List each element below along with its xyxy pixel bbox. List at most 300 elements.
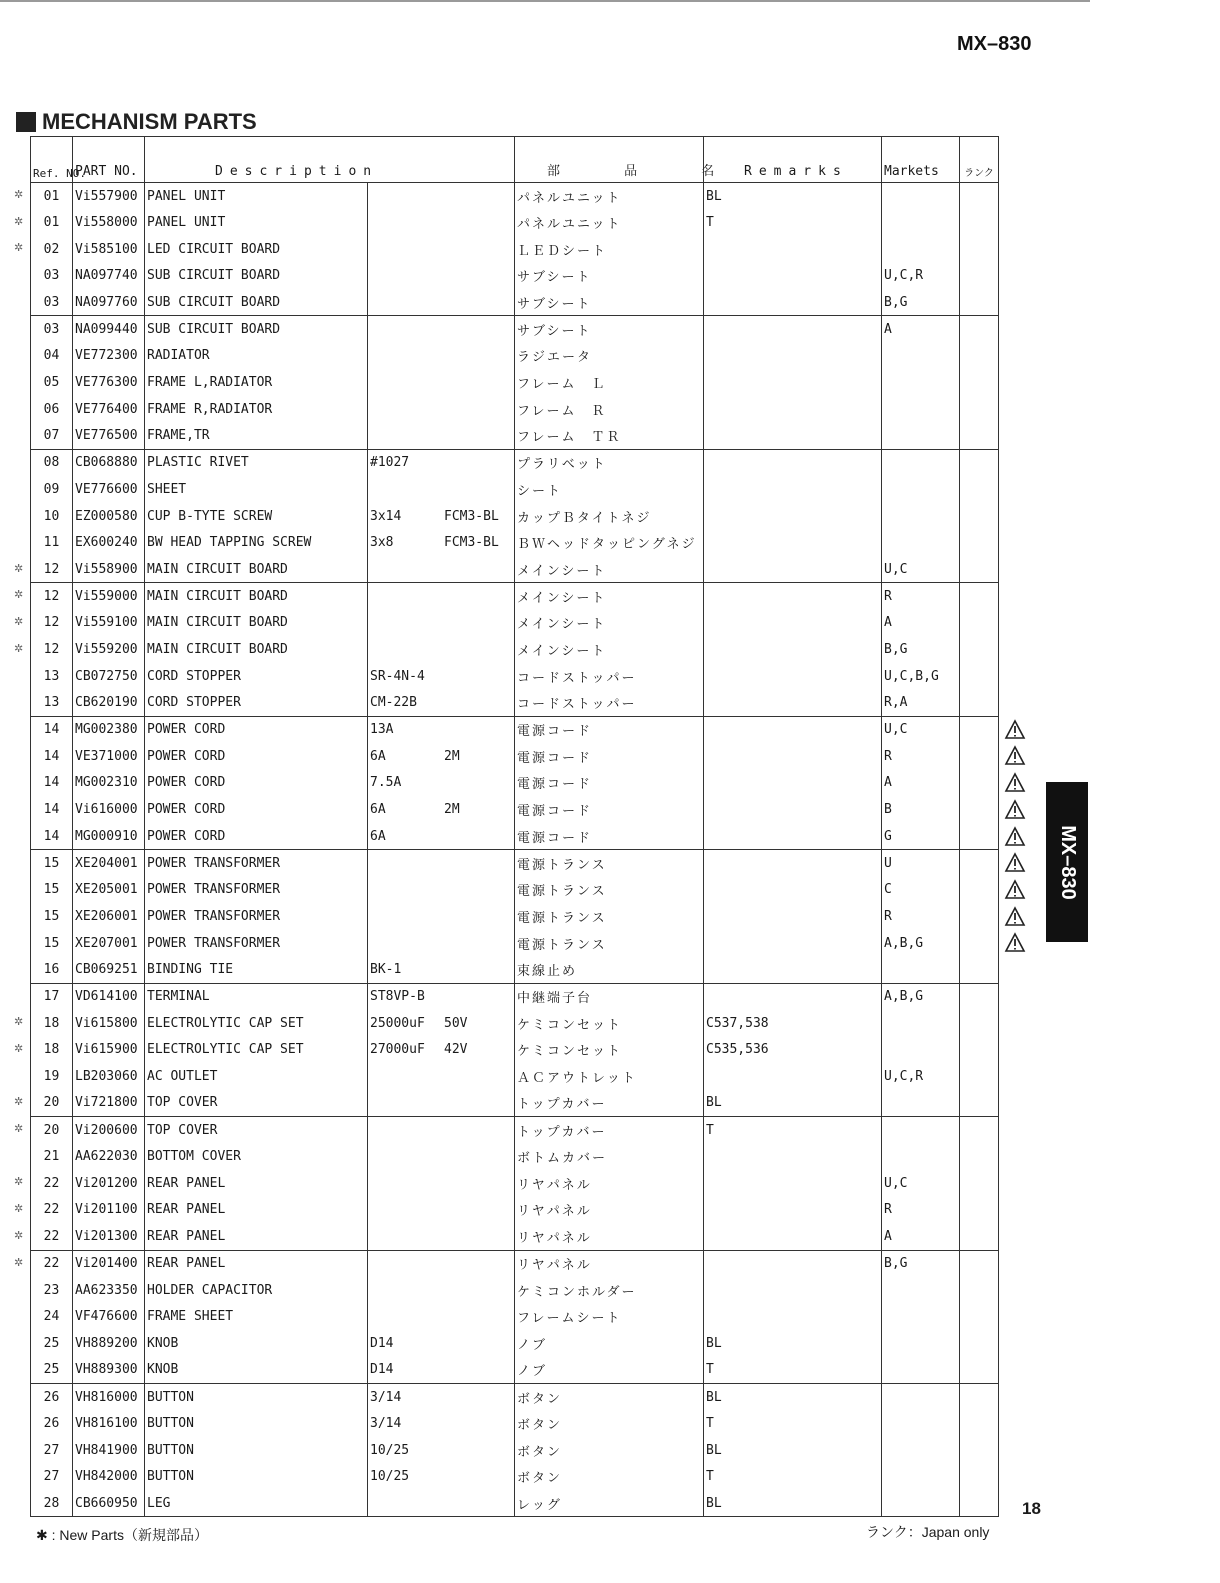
spec-value: #1027: [370, 455, 410, 471]
spec-cell: [368, 1464, 515, 1491]
spec-cell: [368, 503, 515, 530]
table-row: [31, 1303, 999, 1330]
table-row: [31, 716, 999, 743]
rank-cell: [960, 343, 999, 370]
table-row: [31, 690, 999, 717]
description-cell: KNOB: [145, 1330, 368, 1357]
remarks-cell: [704, 1063, 882, 1090]
rank-cell: [960, 1090, 999, 1117]
remarks-cell: [704, 343, 882, 370]
rank-cell: [960, 369, 999, 396]
part-no-cell: MG002380: [73, 716, 145, 743]
jp-name-cell: 電源コード: [515, 770, 704, 797]
table-row: [31, 343, 999, 370]
col-remarks: Remarks: [704, 137, 882, 183]
ref-cell: 20: [31, 1090, 73, 1117]
remarks-cell: C535,536: [704, 1037, 882, 1064]
part-no-cell: NA097740: [73, 263, 145, 290]
description-cell: BW HEAD TAPPING SCREW: [145, 529, 368, 556]
remarks-cell: [704, 983, 882, 1010]
jp-name-cell: メインシート: [515, 583, 704, 610]
jp-name-cell: リヤパネル: [515, 1197, 704, 1224]
remarks-cell: [704, 823, 882, 850]
spec-cell: [368, 1197, 515, 1224]
jp-name-cell: ＬＥＤシート: [515, 236, 704, 263]
rank-cell: [960, 956, 999, 983]
jp-name-cell: レッグ: [515, 1490, 704, 1517]
jp-name-cell: 電源コード: [515, 796, 704, 823]
description-cell: REAR PANEL: [145, 1223, 368, 1250]
part-no-cell: Vi557900: [73, 183, 145, 210]
col-markets: Markets: [882, 137, 960, 183]
rank-cell: [960, 1117, 999, 1144]
part-no-cell: VH816100: [73, 1410, 145, 1437]
description-cell: POWER TRANSFORMER: [145, 850, 368, 877]
remarks-cell: [704, 476, 882, 503]
spec-cell: [368, 1277, 515, 1304]
description-cell: BINDING TIE: [145, 956, 368, 983]
table-row: [31, 903, 999, 930]
description-cell: KNOB: [145, 1357, 368, 1384]
new-part-star-icon: ✲: [14, 1174, 24, 1188]
description-cell: MAIN CIRCUIT BOARD: [145, 610, 368, 637]
new-part-star-icon: ✲: [14, 1094, 24, 1108]
part-no-cell: XE205001: [73, 876, 145, 903]
col-description: Description: [145, 137, 515, 183]
table-row: [31, 1117, 999, 1144]
jp-name-cell: サブシート: [515, 316, 704, 343]
part-no-cell: NA099440: [73, 316, 145, 343]
rank-cell: [960, 1277, 999, 1304]
spec-cell: [368, 1410, 515, 1437]
rank-cell: [960, 1490, 999, 1517]
spec-value: 7.5A: [370, 775, 402, 791]
new-part-star-icon: ✲: [14, 1228, 24, 1242]
table-row: [31, 1223, 999, 1250]
spec-cell: [368, 396, 515, 423]
rank-cell: [960, 743, 999, 770]
remarks-cell: [704, 903, 882, 930]
description-cell: POWER CORD: [145, 743, 368, 770]
jp-name-cell: トップカバー: [515, 1117, 704, 1144]
spec-value: 3x14: [370, 508, 402, 524]
remarks-cell: [704, 876, 882, 903]
spec-cell: [368, 529, 515, 556]
markets-cell: U,C,B,G: [882, 663, 960, 690]
ref-cell: 03: [31, 316, 73, 343]
jp-name-cell: フレーム Ｒ: [515, 396, 704, 423]
new-part-star-icon: ✲: [14, 1201, 24, 1215]
ref-cell: 08: [31, 449, 73, 476]
rank-cell: [960, 476, 999, 503]
top-rule: [0, 0, 1090, 2]
markets-cell: B,G: [882, 1250, 960, 1277]
table-row: [31, 1063, 999, 1090]
table-row: [31, 743, 999, 770]
section-title: [16, 109, 257, 135]
description-cell: SUB CIRCUIT BOARD: [145, 263, 368, 290]
spec-cell: [368, 876, 515, 903]
ref-cell: 28: [31, 1490, 73, 1517]
markets-cell: [882, 1464, 960, 1491]
spec-value: 13A: [370, 722, 394, 738]
remarks-cell: [704, 796, 882, 823]
remarks-cell: [704, 236, 882, 263]
remarks-cell: T: [704, 1357, 882, 1384]
table-row: [31, 316, 999, 343]
markets-cell: R: [882, 903, 960, 930]
spec-cell: [368, 343, 515, 370]
jp-name-cell: 電源コード: [515, 743, 704, 770]
part-no-cell: VD614100: [73, 983, 145, 1010]
markets-cell: [882, 183, 960, 210]
table-row: [31, 930, 999, 957]
spec-value: 3/14: [370, 1389, 402, 1405]
new-part-star-icon: ✲: [14, 614, 24, 628]
ref-cell: 25: [31, 1330, 73, 1357]
jp-name-cell: メインシート: [515, 636, 704, 663]
markets-cell: [882, 1357, 960, 1384]
spec-cell: [368, 1010, 515, 1037]
ref-cell: 18: [31, 1037, 73, 1064]
table-row: [31, 1410, 999, 1437]
part-no-cell: VH889300: [73, 1357, 145, 1384]
description-cell: REAR PANEL: [145, 1197, 368, 1224]
description-cell: BUTTON: [145, 1437, 368, 1464]
markets-cell: [882, 476, 960, 503]
table-row: [31, 850, 999, 877]
markets-cell: [882, 1117, 960, 1144]
ref-cell: 15: [31, 930, 73, 957]
jp-name-cell: 束線止め: [515, 956, 704, 983]
part-no-cell: XE207001: [73, 930, 145, 957]
spec-value: 25000uF: [370, 1015, 425, 1031]
part-no-cell: CB068880: [73, 449, 145, 476]
rank-cell: [960, 263, 999, 290]
rank-cell: [960, 236, 999, 263]
description-cell: ELECTROLYTIC CAP SET: [145, 1037, 368, 1064]
jp-name-cell: 電源トランス: [515, 903, 704, 930]
jp-name-cell: ラジエータ: [515, 343, 704, 370]
jp-name-cell: フレーム ＴＲ: [515, 423, 704, 450]
table-row: [31, 476, 999, 503]
rank-cell: [960, 316, 999, 343]
markets-cell: [882, 1330, 960, 1357]
safety-warning-icon: [1005, 827, 1025, 847]
remarks-cell: [704, 1223, 882, 1250]
rank-cell: [960, 930, 999, 957]
part-no-cell: EX600240: [73, 529, 145, 556]
part-no-cell: Vi201400: [73, 1250, 145, 1277]
remarks-cell: BL: [704, 1090, 882, 1117]
markets-cell: U,C,R: [882, 1063, 960, 1090]
description-cell: CORD STOPPER: [145, 690, 368, 717]
markets-cell: C: [882, 876, 960, 903]
markets-cell: A: [882, 1223, 960, 1250]
spec-cell: [368, 423, 515, 450]
spec-cell: [368, 610, 515, 637]
markets-cell: [882, 1277, 960, 1304]
description-cell: SUB CIRCUIT BOARD: [145, 316, 368, 343]
rank-cell: [960, 876, 999, 903]
part-no-cell: AA622030: [73, 1143, 145, 1170]
table-row: [31, 529, 999, 556]
spec-extra: 42V: [444, 1042, 468, 1058]
ref-cell: 22: [31, 1197, 73, 1224]
ref-cell: 24: [31, 1303, 73, 1330]
markets-cell: G: [882, 823, 960, 850]
description-cell: POWER TRANSFORMER: [145, 876, 368, 903]
remarks-cell: [704, 503, 882, 530]
remarks-cell: [704, 1197, 882, 1224]
jp-name-cell: コードストッパー: [515, 690, 704, 717]
markets-cell: A: [882, 610, 960, 637]
spec-cell: [368, 476, 515, 503]
part-no-cell: Vi201200: [73, 1170, 145, 1197]
description-cell: LEG: [145, 1490, 368, 1517]
ref-cell: 06: [31, 396, 73, 423]
rank-cell: [960, 823, 999, 850]
jp-name-cell: ＢＷヘッドタッピングネジ: [515, 529, 704, 556]
rank-legend: ランク：Japan only: [866, 1524, 990, 1540]
ref-cell: 11: [31, 529, 73, 556]
ref-cell: 14: [31, 796, 73, 823]
rank-cell: [960, 1170, 999, 1197]
jp-name-cell: トップカバー: [515, 1090, 704, 1117]
table-row: [31, 1090, 999, 1117]
ref-cell: 12: [31, 636, 73, 663]
part-no-cell: Vi585100: [73, 236, 145, 263]
new-parts-legend: ✱ : New Parts（新規部品）: [36, 1527, 208, 1543]
ref-cell: 03: [31, 289, 73, 316]
spec-value: D14: [370, 1362, 394, 1378]
ref-cell: 02: [31, 236, 73, 263]
jp-name-cell: サブシート: [515, 263, 704, 290]
spec-cell: [368, 316, 515, 343]
ref-cell: 18: [31, 1010, 73, 1037]
markets-cell: [882, 529, 960, 556]
markets-cell: A,B,G: [882, 930, 960, 957]
rank-cell: [960, 903, 999, 930]
spec-value: 10/25: [370, 1442, 410, 1458]
jp-name-cell: リヤパネル: [515, 1223, 704, 1250]
part-no-cell: CB660950: [73, 1490, 145, 1517]
ref-cell: 26: [31, 1410, 73, 1437]
safety-warning-icon: [1005, 907, 1025, 927]
remarks-cell: [704, 316, 882, 343]
table-row: [31, 263, 999, 290]
part-no-cell: Vi559000: [73, 583, 145, 610]
remarks-cell: [704, 690, 882, 717]
description-cell: PANEL UNIT: [145, 183, 368, 210]
markets-cell: R: [882, 583, 960, 610]
spec-cell: [368, 903, 515, 930]
jp-name-cell: 電源トランス: [515, 930, 704, 957]
description-cell: RADIATOR: [145, 343, 368, 370]
description-cell: POWER TRANSFORMER: [145, 930, 368, 957]
markets-cell: [882, 1143, 960, 1170]
remarks-cell: [704, 956, 882, 983]
spec-extra: 2M: [444, 802, 460, 818]
spec-cell: [368, 1117, 515, 1144]
ref-cell: 22: [31, 1170, 73, 1197]
description-cell: CORD STOPPER: [145, 663, 368, 690]
part-no-cell: VE776500: [73, 423, 145, 450]
part-no-cell: VE776300: [73, 369, 145, 396]
part-no-cell: EZ000580: [73, 503, 145, 530]
jp-name-cell: ボタン: [515, 1383, 704, 1410]
table-row: [31, 1170, 999, 1197]
ref-cell: 26: [31, 1383, 73, 1410]
jp-name-cell: ケミコンセット: [515, 1037, 704, 1064]
table-row: [31, 1250, 999, 1277]
new-part-star-icon: ✲: [14, 1014, 24, 1028]
markets-cell: [882, 369, 960, 396]
spec-cell: [368, 716, 515, 743]
rank-cell: [960, 1143, 999, 1170]
rank-cell: [960, 983, 999, 1010]
rank-cell: [960, 1410, 999, 1437]
ref-cell: 13: [31, 663, 73, 690]
remarks-cell: T: [704, 1410, 882, 1437]
description-cell: REAR PANEL: [145, 1170, 368, 1197]
safety-warning-icon: [1005, 800, 1025, 820]
spec-cell: [368, 930, 515, 957]
part-no-cell: CB620190: [73, 690, 145, 717]
rank-cell: [960, 796, 999, 823]
remarks-cell: [704, 1143, 882, 1170]
table-row: [31, 1437, 999, 1464]
jp-name-cell: フレーム Ｌ: [515, 369, 704, 396]
remarks-cell: [704, 636, 882, 663]
part-no-cell: CB069251: [73, 956, 145, 983]
rank-cell: [960, 663, 999, 690]
spec-value: BK-1: [370, 962, 402, 978]
remarks-cell: [704, 743, 882, 770]
part-no-cell: XE204001: [73, 850, 145, 877]
part-no-cell: VE371000: [73, 743, 145, 770]
part-no-cell: Vi558000: [73, 209, 145, 236]
description-cell: SHEET: [145, 476, 368, 503]
description-cell: POWER CORD: [145, 823, 368, 850]
spec-cell: [368, 690, 515, 717]
rank-cell: [960, 850, 999, 877]
ref-cell: 05: [31, 369, 73, 396]
ref-cell: 01: [31, 183, 73, 210]
markets-cell: U: [882, 850, 960, 877]
safety-warning-icon: [1005, 720, 1025, 740]
jp-name-cell: プラリベット: [515, 449, 704, 476]
part-no-cell: Vi721800: [73, 1090, 145, 1117]
jp-name-cell: メインシート: [515, 610, 704, 637]
spec-value: CM-22B: [370, 695, 417, 711]
ref-cell: 23: [31, 1277, 73, 1304]
remarks-cell: [704, 289, 882, 316]
description-cell: FRAME SHEET: [145, 1303, 368, 1330]
safety-warning-icon: [1005, 773, 1025, 793]
rank-cell: [960, 1357, 999, 1384]
rank-cell: [960, 1063, 999, 1090]
remarks-cell: [704, 529, 882, 556]
ref-cell: 27: [31, 1464, 73, 1491]
remarks-cell: [704, 369, 882, 396]
side-model-tab: MX–830: [1046, 782, 1088, 942]
markets-cell: U,C: [882, 716, 960, 743]
spec-cell: [368, 183, 515, 210]
spec-cell: [368, 583, 515, 610]
spec-cell: [368, 1143, 515, 1170]
part-no-cell: LB203060: [73, 1063, 145, 1090]
safety-warning-icon: [1005, 746, 1025, 766]
description-cell: BUTTON: [145, 1383, 368, 1410]
description-cell: POWER CORD: [145, 770, 368, 797]
spec-cell: [368, 743, 515, 770]
spec-cell: [368, 983, 515, 1010]
rank-cell: [960, 1437, 999, 1464]
remarks-cell: [704, 716, 882, 743]
markets-cell: R: [882, 1197, 960, 1224]
spec-value: 6A: [370, 802, 386, 818]
description-cell: AC OUTLET: [145, 1063, 368, 1090]
markets-cell: [882, 956, 960, 983]
part-no-cell: Vi616000: [73, 796, 145, 823]
remarks-cell: [704, 930, 882, 957]
spec-cell: [368, 556, 515, 583]
spec-extra: 2M: [444, 748, 460, 764]
ref-cell: 12: [31, 583, 73, 610]
ref-cell: 12: [31, 556, 73, 583]
remarks-cell: BL: [704, 183, 882, 210]
description-cell: TOP COVER: [145, 1117, 368, 1144]
spec-cell: [368, 209, 515, 236]
part-no-cell: VH816000: [73, 1383, 145, 1410]
markets-cell: R,A: [882, 690, 960, 717]
spec-value: 27000uF: [370, 1042, 425, 1058]
jp-name-cell: パネルユニット: [515, 183, 704, 210]
spec-extra: FCM3-BL: [444, 535, 499, 551]
markets-cell: [882, 1010, 960, 1037]
spec-value: 3/14: [370, 1415, 402, 1431]
description-cell: MAIN CIRCUIT BOARD: [145, 583, 368, 610]
description-cell: BOTTOM COVER: [145, 1143, 368, 1170]
jp-name-cell: カップＢタイトネジ: [515, 503, 704, 530]
spec-cell: [368, 1330, 515, 1357]
rank-cell: [960, 396, 999, 423]
jp-name-cell: ボタン: [515, 1410, 704, 1437]
spec-cell: [368, 369, 515, 396]
remarks-cell: T: [704, 1117, 882, 1144]
table-row: [31, 1143, 999, 1170]
jp-name-cell: サブシート: [515, 289, 704, 316]
part-no-cell: VE776600: [73, 476, 145, 503]
jp-name-cell: ケミコンホルダー: [515, 1277, 704, 1304]
description-cell: PANEL UNIT: [145, 209, 368, 236]
spec-cell: [368, 1357, 515, 1384]
markets-cell: A: [882, 770, 960, 797]
rank-cell: [960, 1223, 999, 1250]
rank-cell: [960, 610, 999, 637]
description-cell: FRAME R,RADIATOR: [145, 396, 368, 423]
ref-cell: 12: [31, 610, 73, 637]
table-row: [31, 423, 999, 450]
jp-name-cell: 電源コード: [515, 716, 704, 743]
remarks-cell: [704, 583, 882, 610]
markets-cell: [882, 1383, 960, 1410]
new-part-star-icon: ✲: [14, 641, 24, 655]
part-no-cell: Vi615800: [73, 1010, 145, 1037]
remarks-cell: [704, 1303, 882, 1330]
table-row: [31, 983, 999, 1010]
